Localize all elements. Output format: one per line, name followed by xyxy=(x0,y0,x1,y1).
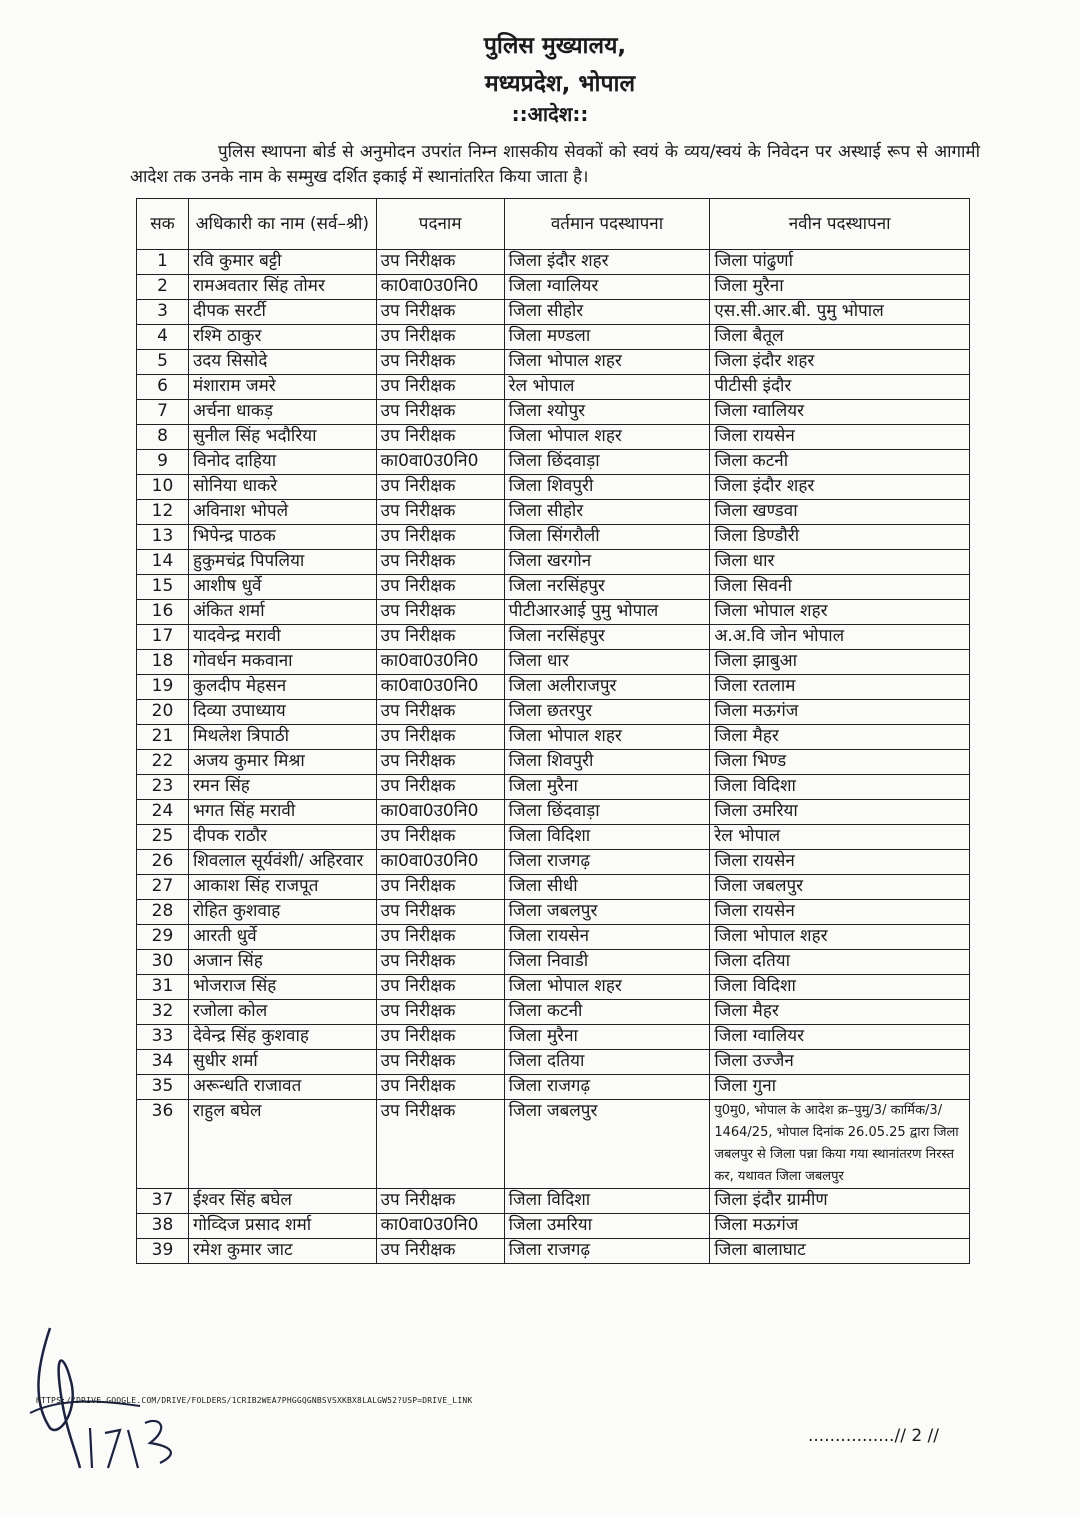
serial-cell: 23 xyxy=(137,775,189,800)
org-name-line2: मध्यप्रदेश, भोपाल xyxy=(484,71,636,97)
table-row xyxy=(137,250,970,275)
new-posting-cell: जिला ग्वालियर xyxy=(710,1025,970,1050)
serial-cell: 8 xyxy=(137,425,189,450)
rank-cell: उप निरीक्षक xyxy=(376,1075,504,1100)
rank-cell: उप निरीक्षक xyxy=(376,700,504,725)
rank-cell: उप निरीक्षक xyxy=(376,1050,504,1075)
current-posting-cell: जिला शिवपुरी xyxy=(504,475,710,500)
serial-cell: 39 xyxy=(137,1239,189,1264)
header-new-posting: नवीन पदस्थापना xyxy=(710,199,970,250)
new-posting-cell: जिला इंदौर शहर xyxy=(710,475,970,500)
new-posting-cell: जिला इंदौर ग्रामीण xyxy=(710,1189,970,1214)
current-posting-cell: जिला छिंदवाड़ा xyxy=(504,800,710,825)
table-row xyxy=(137,800,970,825)
header-current-posting: वर्तमान पदस्थापना xyxy=(504,199,710,250)
current-posting-cell: जिला सीधी xyxy=(504,875,710,900)
officer-name-cell: कुलदीप मेहसन xyxy=(188,675,376,700)
new-posting-cell: जिला भोपाल शहर xyxy=(710,600,970,625)
new-posting-cell: जिला विदिशा xyxy=(710,775,970,800)
officer-name-cell: रवि कुमार बट्टी xyxy=(188,250,376,275)
new-posting-cell: जिला मैहर xyxy=(710,725,970,750)
new-posting-cell: जिला मुरैना xyxy=(710,275,970,300)
serial-cell: 4 xyxy=(137,325,189,350)
officer-name-cell: दीपक सरर्टी xyxy=(188,300,376,325)
serial-cell: 31 xyxy=(137,975,189,1000)
current-posting-cell: जिला भोपाल शहर xyxy=(504,350,710,375)
new-posting-cell: जिला जबलपुर xyxy=(710,875,970,900)
new-posting-cell: जिला डिण्डौरी xyxy=(710,525,970,550)
table-row xyxy=(137,875,970,900)
serial-cell: 16 xyxy=(137,600,189,625)
table-row xyxy=(137,350,970,375)
table-row xyxy=(137,1000,970,1025)
serial-cell: 1 xyxy=(137,250,189,275)
table-row xyxy=(137,1100,970,1189)
table-row xyxy=(137,575,970,600)
new-posting-cell: जिला रायसेन xyxy=(710,425,970,450)
new-posting-cell: जिला धार xyxy=(710,550,970,575)
serial-cell: 20 xyxy=(137,700,189,725)
serial-cell: 29 xyxy=(137,925,189,950)
rank-cell: उप निरीक्षक xyxy=(376,900,504,925)
rank-cell: उप निरीक्षक xyxy=(376,400,504,425)
rank-cell: उप निरीक्षक xyxy=(376,425,504,450)
current-posting-cell: रेल भोपाल xyxy=(504,375,710,400)
officer-name-cell: राहुल बघेल xyxy=(188,1100,376,1189)
serial-cell: 7 xyxy=(137,400,189,425)
serial-cell: 22 xyxy=(137,750,189,775)
current-posting-cell: जिला नरसिंहपुर xyxy=(504,625,710,650)
officer-name-cell: अर्चना धाकड़ xyxy=(188,400,376,425)
officer-name-cell: आरती धुर्वे xyxy=(188,925,376,950)
new-posting-cell: पीटीसी इंदौर xyxy=(710,375,970,400)
rank-cell: का0वा0उ0नि0 xyxy=(376,800,504,825)
new-posting-cell: जिला भोपाल शहर xyxy=(710,925,970,950)
serial-cell: 2 xyxy=(137,275,189,300)
table-row xyxy=(137,325,970,350)
serial-cell: 27 xyxy=(137,875,189,900)
rank-cell: उप निरीक्षक xyxy=(376,1100,504,1189)
table-row xyxy=(137,850,970,875)
rank-cell: उप निरीक्षक xyxy=(376,725,504,750)
current-posting-cell: जिला मुरैना xyxy=(504,775,710,800)
officer-name-cell: रमन सिंह xyxy=(188,775,376,800)
new-posting-cell: जिला रायसेन xyxy=(710,850,970,875)
current-posting-cell: जिला ग्वालियर xyxy=(504,275,710,300)
rank-cell: उप निरीक्षक xyxy=(376,475,504,500)
serial-cell: 25 xyxy=(137,825,189,850)
officer-name-cell: गोव्दिज प्रसाद शर्मा xyxy=(188,1214,376,1239)
table-row xyxy=(137,1239,970,1264)
new-posting-cell: जिला रायसेन xyxy=(710,900,970,925)
current-posting-cell: जिला उमरिया xyxy=(504,1214,710,1239)
officer-name-cell: अजय कुमार मिश्रा xyxy=(188,750,376,775)
officer-name-cell: भगत सिंह मरावी xyxy=(188,800,376,825)
current-posting-cell: जिला दतिया xyxy=(504,1050,710,1075)
current-posting-cell: जिला भोपाल शहर xyxy=(504,725,710,750)
officer-name-cell: रजोला कोल xyxy=(188,1000,376,1025)
table-row xyxy=(137,725,970,750)
rank-cell: उप निरीक्षक xyxy=(376,500,504,525)
officer-name-cell: शिवलाल सूर्यवंशी/ अहिरवार xyxy=(188,850,376,875)
serial-cell: 3 xyxy=(137,300,189,325)
current-posting-cell: जिला रायसेन xyxy=(504,925,710,950)
current-posting-cell: जिला सीहोर xyxy=(504,300,710,325)
new-posting-cell: एस.सी.आर.बी. पुमु भोपाल xyxy=(710,300,970,325)
table-row xyxy=(137,375,970,400)
new-posting-cell: जिला मैहर xyxy=(710,1000,970,1025)
rank-cell: का0वा0उ0नि0 xyxy=(376,650,504,675)
rank-cell: उप निरीक्षक xyxy=(376,1025,504,1050)
officer-name-cell: उदय सिसोदे xyxy=(188,350,376,375)
officer-name-cell: रमेश कुमार जाट xyxy=(188,1239,376,1264)
current-posting-cell: जिला मुरैना xyxy=(504,1025,710,1050)
rank-cell: उप निरीक्षक xyxy=(376,550,504,575)
rank-cell: उप निरीक्षक xyxy=(376,600,504,625)
rank-cell: का0वा0उ0नि0 xyxy=(376,850,504,875)
new-posting-cell: जिला झाबुआ xyxy=(710,650,970,675)
header-serial: सक xyxy=(137,199,189,250)
current-posting-cell: जिला जबलपुर xyxy=(504,1100,710,1189)
table-row xyxy=(137,1050,970,1075)
table-row xyxy=(137,950,970,975)
serial-cell: 35 xyxy=(137,1075,189,1100)
table-row xyxy=(137,650,970,675)
rank-cell: उप निरीक्षक xyxy=(376,1239,504,1264)
serial-cell: 13 xyxy=(137,525,189,550)
rank-cell: उप निरीक्षक xyxy=(376,575,504,600)
new-posting-cell: जिला उज्जैन xyxy=(710,1050,970,1075)
table-row xyxy=(137,1189,970,1214)
serial-cell: 21 xyxy=(137,725,189,750)
document-header xyxy=(0,28,1080,98)
table-row xyxy=(137,1075,970,1100)
current-posting-cell: जिला इंदौर शहर xyxy=(504,250,710,275)
serial-cell: 33 xyxy=(137,1025,189,1050)
current-posting-cell: जिला नरसिंहपुर xyxy=(504,575,710,600)
current-posting-cell: जिला मण्डला xyxy=(504,325,710,350)
current-posting-cell: जिला राजगढ़ xyxy=(504,850,710,875)
new-posting-cell: जिला ग्वालियर xyxy=(710,400,970,425)
rank-cell: उप निरीक्षक xyxy=(376,625,504,650)
rank-cell: उप निरीक्षक xyxy=(376,825,504,850)
officer-name-cell: रामअवतार सिंह तोमर xyxy=(188,275,376,300)
rank-cell: का0वा0उ0नि0 xyxy=(376,1214,504,1239)
serial-cell: 10 xyxy=(137,475,189,500)
current-posting-cell: जिला श्योपुर xyxy=(504,400,710,425)
current-posting-cell: जिला भोपाल शहर xyxy=(504,425,710,450)
serial-cell: 6 xyxy=(137,375,189,400)
officer-name-cell: भोजराज सिंह xyxy=(188,975,376,1000)
serial-cell: 9 xyxy=(137,450,189,475)
current-posting-cell: जिला सीहोर xyxy=(504,500,710,525)
current-posting-cell: जिला जबलपुर xyxy=(504,900,710,925)
rank-cell: का0वा0उ0नि0 xyxy=(376,450,504,475)
header-name: अधिकारी का नाम (सर्व–श्री) xyxy=(188,199,376,250)
serial-cell: 12 xyxy=(137,500,189,525)
new-posting-cell: जिला उमरिया xyxy=(710,800,970,825)
new-posting-cell: पु0मु0, भोपाल के आदेश क्र–पुमु/3/ कार्मिक/3/ 1464/25, भोपाल दिनांक 26.05.25 द्वारा जिला जबलपुर से जिला पन्ना किया गया स्थानांतरण निरस्त कर, यथावत जिला जबलपुर xyxy=(710,1100,970,1189)
table-row xyxy=(137,600,970,625)
table-row xyxy=(137,450,970,475)
serial-cell: 38 xyxy=(137,1214,189,1239)
serial-cell: 28 xyxy=(137,900,189,925)
officer-name-cell: सुधीर शर्मा xyxy=(188,1050,376,1075)
officer-name-cell: अंकित शर्मा xyxy=(188,600,376,625)
officer-name-cell: दिव्या उपाध्याय xyxy=(188,700,376,725)
officer-name-cell: विनोद दाहिया xyxy=(188,450,376,475)
table-row xyxy=(137,550,970,575)
serial-cell: 19 xyxy=(137,675,189,700)
current-posting-cell: जिला भोपाल शहर xyxy=(504,975,710,1000)
new-posting-cell: जिला रतलाम xyxy=(710,675,970,700)
rank-cell: उप निरीक्षक xyxy=(376,350,504,375)
new-posting-cell: जिला सिवनी xyxy=(710,575,970,600)
table-row xyxy=(137,925,970,950)
new-posting-cell: जिला बालाघाट xyxy=(710,1239,970,1264)
table-row xyxy=(137,400,970,425)
officer-name-cell: मंशाराम जमरे xyxy=(188,375,376,400)
serial-cell: 15 xyxy=(137,575,189,600)
current-posting-cell: जिला छतरपुर xyxy=(504,700,710,725)
table-row xyxy=(137,475,970,500)
table-row xyxy=(137,675,970,700)
rank-cell: उप निरीक्षक xyxy=(376,750,504,775)
rank-cell: उप निरीक्षक xyxy=(376,925,504,950)
serial-cell: 37 xyxy=(137,1189,189,1214)
current-posting-cell: जिला विदिशा xyxy=(504,1189,710,1214)
current-posting-cell: पीटीआरआई पुमु भोपाल xyxy=(504,600,710,625)
rank-cell: उप निरीक्षक xyxy=(376,975,504,1000)
serial-cell: 17 xyxy=(137,625,189,650)
current-posting-cell: जिला निवाडी xyxy=(504,950,710,975)
table-row xyxy=(137,425,970,450)
rank-cell: उप निरीक्षक xyxy=(376,950,504,975)
serial-cell: 14 xyxy=(137,550,189,575)
officer-name-cell: रोहित कुशवाह xyxy=(188,900,376,925)
table-row xyxy=(137,750,970,775)
officer-name-cell: यादवेन्द्र मरावी xyxy=(188,625,376,650)
serial-cell: 24 xyxy=(137,800,189,825)
rank-cell: उप निरीक्षक xyxy=(376,1189,504,1214)
serial-cell: 18 xyxy=(137,650,189,675)
officer-name-cell: गोवर्धन मकवाना xyxy=(188,650,376,675)
current-posting-cell: जिला खरगोन xyxy=(504,550,710,575)
serial-cell: 30 xyxy=(137,950,189,975)
rank-cell: उप निरीक्षक xyxy=(376,875,504,900)
new-posting-cell: जिला कटनी xyxy=(710,450,970,475)
table-row xyxy=(137,825,970,850)
table-header-row xyxy=(137,199,970,250)
serial-cell: 36 xyxy=(137,1100,189,1189)
serial-cell: 34 xyxy=(137,1050,189,1075)
officer-name-cell: ईश्वर सिंह बघेल xyxy=(188,1189,376,1214)
order-title: ::आदेश:: xyxy=(511,102,589,126)
serial-cell: 32 xyxy=(137,1000,189,1025)
table-row xyxy=(137,300,970,325)
officer-name-cell: अजान सिंह xyxy=(188,950,376,975)
current-posting-cell: जिला छिंदवाड़ा xyxy=(504,450,710,475)
new-posting-cell: अ.अ.वि जोन भोपाल xyxy=(710,625,970,650)
officer-name-cell: भिपेन्द्र पाठक xyxy=(188,525,376,550)
officer-name-cell: रश्मि ठाकुर xyxy=(188,325,376,350)
current-posting-cell: जिला कटनी xyxy=(504,1000,710,1025)
rank-cell: उप निरीक्षक xyxy=(376,375,504,400)
officer-name-cell: दीपक राठौर xyxy=(188,825,376,850)
new-posting-cell: जिला विदिशा xyxy=(710,975,970,1000)
header-rank: पदनाम xyxy=(376,199,504,250)
officer-name-cell: अविनाश भोपले xyxy=(188,500,376,525)
officer-name-cell: आकाश सिंह राजपूत xyxy=(188,875,376,900)
rank-cell: का0वा0उ0नि0 xyxy=(376,675,504,700)
current-posting-cell: जिला राजगढ़ xyxy=(504,1239,710,1264)
rank-cell: का0वा0उ0नि0 xyxy=(376,275,504,300)
rank-cell: उप निरीक्षक xyxy=(376,325,504,350)
rank-cell: उप निरीक्षक xyxy=(376,525,504,550)
rank-cell: उप निरीक्षक xyxy=(376,300,504,325)
table-row xyxy=(137,625,970,650)
officer-name-cell: आशीष धुर्वे xyxy=(188,575,376,600)
current-posting-cell: जिला विदिशा xyxy=(504,825,710,850)
new-posting-cell: जिला इंदौर शहर xyxy=(710,350,970,375)
page-marker: ................// 2 // xyxy=(808,1426,939,1446)
current-posting-cell: जिला शिवपुरी xyxy=(504,750,710,775)
officer-name-cell: सोनिया धाकरे xyxy=(188,475,376,500)
new-posting-cell: जिला मऊगंज xyxy=(710,700,970,725)
serial-cell: 26 xyxy=(137,850,189,875)
new-posting-cell: जिला भिण्ड xyxy=(710,750,970,775)
officer-name-cell: अरून्धति राजावत xyxy=(188,1075,376,1100)
new-posting-cell: जिला खण्डवा xyxy=(710,500,970,525)
transfer-table xyxy=(136,198,970,1264)
serial-cell: 5 xyxy=(137,350,189,375)
officer-name-cell: मिथलेश त्रिपाठी xyxy=(188,725,376,750)
footer-url: HTTPS://DRIVE.GOOGLE.COM/DRIVE/FOLDERS/1CRIB2WEA7PHGGQGNBSVSXKBX8LALGW52?USP=DRIVE_LINK xyxy=(36,1396,473,1405)
rank-cell: उप निरीक्षक xyxy=(376,775,504,800)
table-row xyxy=(137,900,970,925)
table-row xyxy=(137,525,970,550)
new-posting-cell: जिला पांढुर्णा xyxy=(710,250,970,275)
rank-cell: उप निरीक्षक xyxy=(376,1000,504,1025)
table-row xyxy=(137,1025,970,1050)
table-row xyxy=(137,500,970,525)
officer-name-cell: देवेन्द्र सिंह कुशवाह xyxy=(188,1025,376,1050)
current-posting-cell: जिला अलीराजपुर xyxy=(504,675,710,700)
new-posting-cell: जिला गुना xyxy=(710,1075,970,1100)
current-posting-cell: जिला सिंगरौली xyxy=(504,525,710,550)
intro-paragraph: पुलिस स्थापना बोर्ड से अनुमोदन उपरांत निम्न शासकीय सेवकों को स्वयं के व्यय/स्वयं के निवेदन पर अस्थाई रूप से आगामी आदेश तक उनके नाम के सम्मुख दर्शित इकाई में स्थानांतरित किया जाता है। xyxy=(130,142,980,187)
table-row xyxy=(137,975,970,1000)
new-posting-cell: जिला दतिया xyxy=(710,950,970,975)
table-row xyxy=(137,775,970,800)
new-posting-cell: जिला बैतूल xyxy=(710,325,970,350)
org-name-line1: पुलिस मुख्यालय, xyxy=(483,33,627,59)
table-row xyxy=(137,1214,970,1239)
new-posting-cell: रेल भोपाल xyxy=(710,825,970,850)
officer-name-cell: हुकुमचंद्र पिपलिया xyxy=(188,550,376,575)
current-posting-cell: जिला धार xyxy=(504,650,710,675)
new-posting-cell: जिला मऊगंज xyxy=(710,1214,970,1239)
table-row xyxy=(137,700,970,725)
officer-name-cell: सुनील सिंह भदौरिया xyxy=(188,425,376,450)
table-row xyxy=(137,275,970,300)
current-posting-cell: जिला राजगढ़ xyxy=(504,1075,710,1100)
rank-cell: उप निरीक्षक xyxy=(376,250,504,275)
